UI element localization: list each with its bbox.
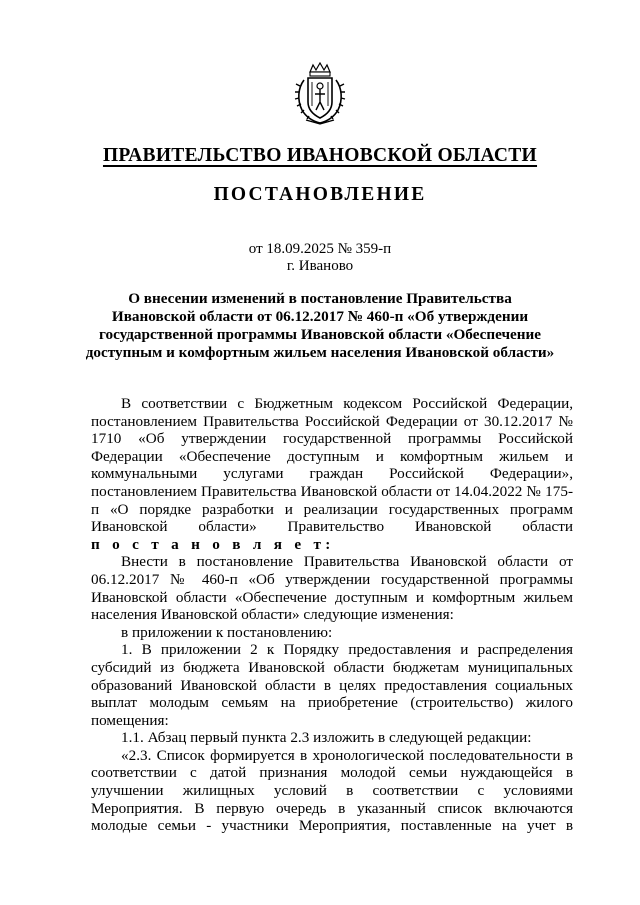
resolves-paragraph xyxy=(91,536,573,554)
government-title: ПРАВИТЕЛЬСТВО ИВАНОВСКОЙ ОБЛАСТИ xyxy=(102,145,538,166)
heading-line: государственной программы Ивановской области «Обеспечение xyxy=(98,326,542,343)
preamble-paragraph: В соответствии с Бюджетным кодексом Российской Федерации, постановлением Правительства Российской Федерации от 30.12.2017 № 1710 «Об утверждении государственной программы Российской Федерации «Обеспечение доступным и комфортным жильем и коммунальными услугами граждан Российской Федерации», постановлением Правительства Ивановской области от 14.04.2022 № 175-п «О порядке разработки и реализации государственных программ Ивановской области» Правительство Ивановской области xyxy=(91,395,573,536)
document-city: г. Иваново xyxy=(286,258,354,274)
body-paragraph: «2.3. Список формируется в хронологической последовательности в соответствии с датой признания молодой семьи нуждающейся в улучшении жилищных условий в соответствии с условиями Мероприятия. В первую очередь в указанный список включаются молодые семьи - участники Мероприятия, поставленные на учет в xyxy=(91,746,573,835)
document-date-number: от 18.09.2025 № 359-п xyxy=(248,241,392,257)
heading-line: доступным и комфортным жильем населения Ивановской области» xyxy=(85,344,555,361)
heading-line: Ивановской области от 06.12.2017 № 460-п «Об утверждении xyxy=(111,308,529,325)
body-paragraph: в приложении к постановлению: xyxy=(121,623,333,641)
body-paragraph: 1.1. Абзац первый пункта 2.3 изложить в следующей редакции: xyxy=(121,729,532,747)
coat-of-arms-icon xyxy=(294,62,346,126)
body-paragraph: 1. В приложении 2 к Порядку предоставления и распределения субсидий из бюджета Ивановской области бюджетам муниципальных образований Ивановской области в целях предоставления социальных выплат молодым семьям на приобретение (строительство) жилого помещения: xyxy=(91,641,573,729)
document-type: ПОСТАНОВЛЕНИЕ xyxy=(213,184,427,205)
body-paragraph: Внести в постановление Правительства Ивановской области от 06.12.2017 № 460-п «Об утверждении государственной программы Ивановской области «Обеспечение доступным и комфортным жильем населения Ивановской области» следующие изменения: xyxy=(91,553,573,624)
document-body xyxy=(91,395,573,835)
resolves-word: п о с т а н о в л я е т: xyxy=(91,535,335,553)
heading-line: О внесении изменений в постановление Правительства xyxy=(128,290,512,307)
document-heading xyxy=(60,290,580,362)
